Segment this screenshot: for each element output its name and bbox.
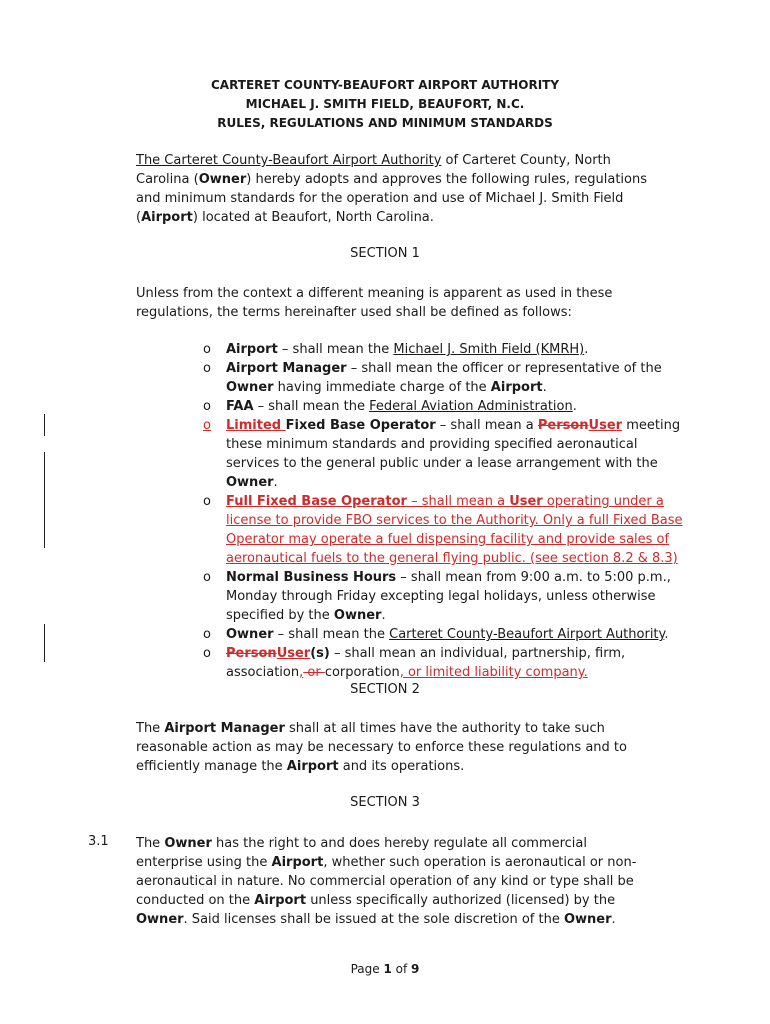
- authority-name: The Carteret County-Beaufort Airport Authority: [136, 153, 442, 168]
- definition-full-fbo: [203, 492, 683, 568]
- term: FAA: [226, 399, 254, 414]
- inserted-term: Full Fixed Base Operator: [226, 494, 407, 509]
- inserted-term: User: [276, 646, 311, 661]
- bullet: o: [203, 399, 211, 414]
- section3-paragraph: [136, 834, 656, 929]
- def-text: – shall mean an individual, partnership, firm, association: [226, 646, 626, 680]
- inserted-text: User: [588, 418, 623, 433]
- s2-manager: Airport Manager: [164, 721, 285, 736]
- deleted-text: Person: [537, 418, 589, 433]
- definition-airport-manager: [203, 359, 683, 397]
- def-text: – shall mean the: [253, 399, 370, 414]
- s3-text: unless specifically authorized (licensed) by the: [306, 893, 616, 908]
- bullet: o: [203, 342, 211, 357]
- bullet: o: [203, 570, 211, 585]
- def-text: corporation: [324, 665, 400, 680]
- s3-text: , whether such operation is aeronautical or non-aeronautical in nature. No commercial operation of any kind or type shall be conducted on the: [136, 855, 637, 908]
- page-footer: [0, 962, 770, 976]
- s2-airport: Airport: [286, 759, 339, 774]
- s3-text: . Said licenses shall be issued at the sole discretion of the: [183, 912, 564, 927]
- def-text: .: [584, 342, 589, 357]
- def-text: – shall mean the officer or representative of the: [346, 361, 662, 376]
- term: (s): [310, 646, 330, 661]
- inserted-text: operating under a license to provide FBO services to the Authority. Only a full Fixed Base Operator may operate a fuel dispensing facility and provide sales of aeronautical fuels to the general flying public. (see section 8.2 & 8.3): [226, 494, 683, 566]
- def-text: .: [542, 380, 547, 395]
- bullet: o: [203, 646, 211, 661]
- clause-number: 3.1: [88, 834, 109, 849]
- s3-text: The: [136, 836, 165, 851]
- revision-bar: [44, 414, 45, 436]
- def-link: Federal Aviation Administration: [369, 399, 573, 414]
- bullet: o: [203, 361, 211, 376]
- term: Fixed Base Operator: [285, 418, 436, 433]
- term: Airport Manager: [226, 361, 347, 376]
- def-text: – shall mean the: [277, 342, 394, 357]
- s3-airport: Airport: [254, 893, 307, 908]
- def-text: – shall mean a: [435, 418, 538, 433]
- revision-bar: [44, 452, 45, 548]
- bullet: o: [203, 627, 211, 642]
- s3-owner: Owner: [563, 912, 612, 927]
- term: Airport: [226, 342, 278, 357]
- def-text: having immediate charge of the: [273, 380, 491, 395]
- section3-heading: SECTION 3: [350, 795, 420, 810]
- def-link: Michael J. Smith Field (KMRH): [393, 342, 585, 357]
- section1-paragraph: Unless from the context a different meaning is apparent as used in these regulations, the terms hereinafter used shall be defined as follows:: [136, 286, 613, 320]
- term: Owner: [226, 627, 274, 642]
- section2-paragraph: [136, 719, 656, 776]
- page-of: of: [391, 962, 412, 976]
- definition-user: [203, 644, 683, 682]
- bullet: o: [203, 418, 211, 433]
- definition-limited-fbo: [203, 416, 683, 492]
- def-text: – shall mean the: [273, 627, 390, 642]
- deleted-text: Person: [226, 646, 277, 661]
- def-text: .: [381, 608, 386, 623]
- intro-text-2: ) hereby adopts and approves the following rules, regulations and minimum standards for the operation and use of Michael J. Smith Field (: [136, 172, 647, 225]
- inserted-text: ,: [299, 665, 304, 680]
- def-owner: Owner: [333, 608, 382, 623]
- page-total: 9: [411, 962, 420, 976]
- s3-text: .: [611, 912, 616, 927]
- intro-text-1: of Carteret County, North Carolina (: [136, 153, 611, 187]
- inserted-text: Limited: [226, 418, 286, 433]
- page-label: Page: [350, 962, 384, 976]
- s2-text: shall at all times have the authority to take such reasonable action as may be necessary to enforce these regulations and to efficiently manage the: [136, 721, 627, 774]
- def-text: .: [572, 399, 577, 414]
- definitions-list: [203, 340, 683, 682]
- inserted-user: User: [509, 494, 543, 509]
- s3-airport: Airport: [271, 855, 324, 870]
- def-link: Carteret County-Beaufort Airport Authority: [389, 627, 665, 642]
- s2-text: The: [136, 721, 165, 736]
- intro-airport: Airport: [141, 210, 193, 225]
- doc-title-line3: RULES, REGULATIONS AND MINIMUM STANDARDS: [217, 116, 553, 130]
- definition-business-hours: [203, 568, 683, 625]
- s3-owner: Owner: [136, 912, 184, 927]
- definition-owner: [203, 625, 683, 644]
- intro-owner: Owner: [198, 172, 247, 187]
- term: Normal Business Hours: [226, 570, 397, 585]
- section2-heading: SECTION 2: [350, 682, 420, 697]
- definition-airport: [203, 340, 683, 359]
- def-owner: Owner: [226, 475, 274, 490]
- page-number: 1: [383, 962, 392, 976]
- section1-heading: SECTION 1: [350, 246, 420, 261]
- s3-text: has the right to and does hereby regulate all commercial enterprise using the: [136, 836, 587, 870]
- def-text: .: [273, 475, 278, 490]
- def-owner: Owner: [226, 380, 274, 395]
- def-text: .: [664, 627, 669, 642]
- s2-text: and its operations.: [338, 759, 465, 774]
- bullet: o: [203, 494, 211, 509]
- intro-text-3: ) located at Beaufort, North Carolina.: [192, 210, 434, 225]
- revision-bar: [44, 624, 45, 662]
- inserted-text: – shall mean a: [406, 494, 510, 509]
- doc-title-line1: CARTERET COUNTY-BEAUFORT AIRPORT AUTHORITY: [210, 78, 560, 92]
- deleted-text: or: [303, 665, 325, 680]
- s3-owner: Owner: [164, 836, 212, 851]
- inserted-text: , or limited liability company.: [399, 665, 588, 680]
- intro-paragraph: [136, 151, 656, 227]
- definition-faa: [203, 397, 683, 416]
- def-airport: Airport: [490, 380, 543, 395]
- doc-title-line2: MICHAEL J. SMITH FIELD, BEAUFORT, N.C.: [245, 97, 525, 111]
- def-text: meeting these minimum standards and providing specified aeronautical services to the general public under a lease arrangement with the: [226, 418, 681, 471]
- def-text: – shall mean from 9:00 a.m. to 5:00 p.m., Monday through Friday excepting legal holidays, unless otherwise specified by the: [226, 570, 671, 623]
